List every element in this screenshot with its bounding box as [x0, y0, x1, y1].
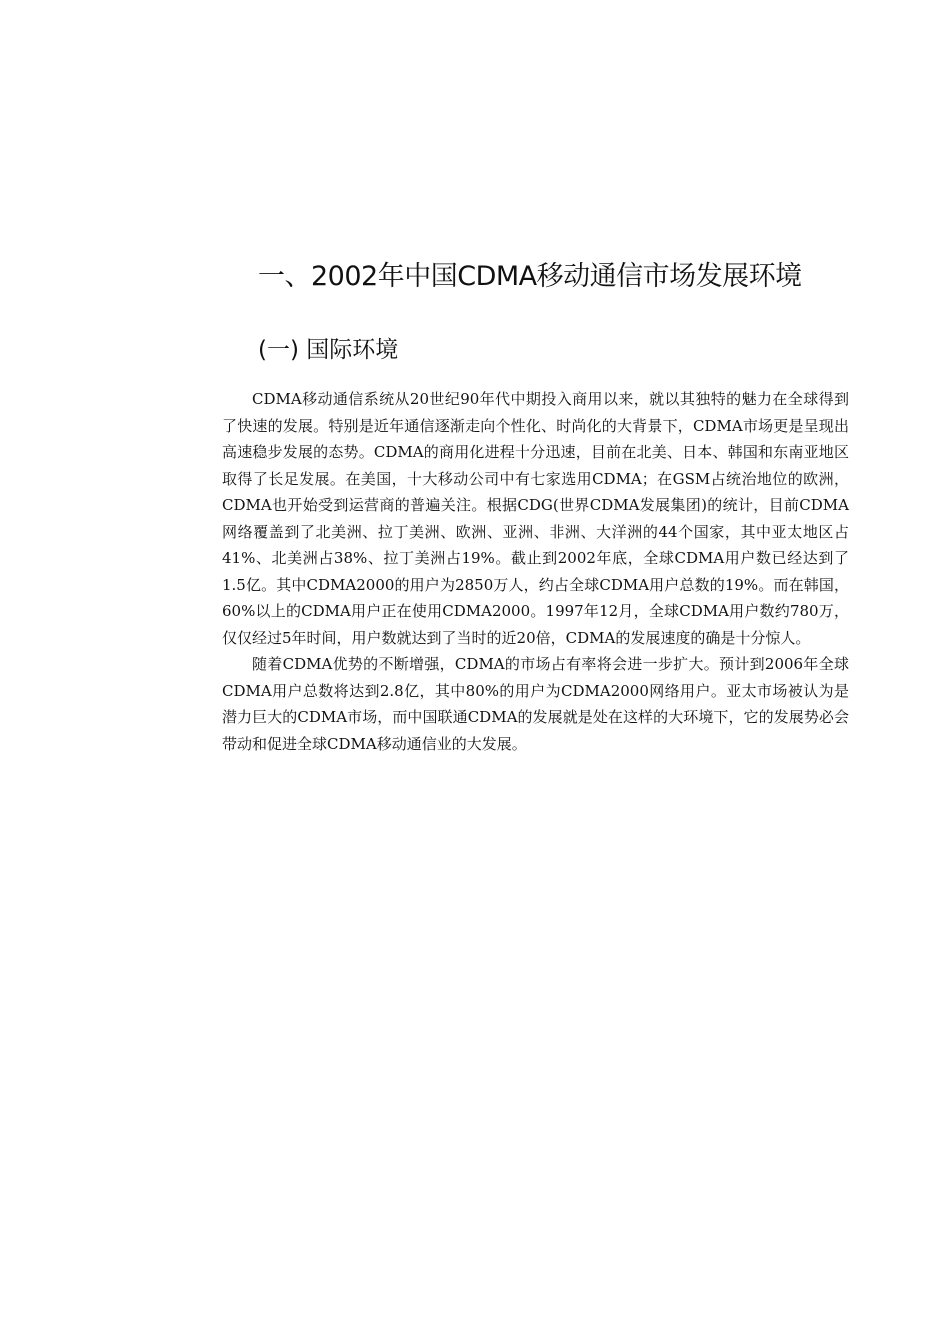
paragraph: CDMA移动通信系统从20世纪90年代中期投入商用以来，就以其独特的魅力在全球得到了快速的发展。特别是近年通信逐渐走向个性化、时尚化的大背景下，CDMA市场更是呈现出高速稳步发展的态势。CDMA的商用化进程十分迅速，目前在北美、日本、韩国和东南亚地区取得了长足发展。在美国，十大移动公司中有七家选用CDMA；在GSM占统治地位的欧洲，CDMA也开始受到运营商的普遍关注。根据CDG(世界CDMA发展集团)的统计，目前CDMA网络覆盖到了北美洲、拉丁美洲、欧洲、亚洲、非洲、大洋洲的44个国家，其中亚太地区占41%、北美洲占38%、拉丁美洲占19%。截止到2002年底，全球CDMA用户数已经达到了1.5亿。其中CDMA2000的用户为2850万人，约占全球CDMA用户总数的19%。而在韩国，60%以上的CDMA用户正在使用CDMA2000。1997年12月，全球CDMA用户数约780万，仅仅经过5年时间，用户数就达到了当时的近20倍，CDMA的发展速度的确是十分惊人。 [222, 390, 849, 647]
paragraph: 随着CDMA优势的不断增强，CDMA的市场占有率将会进一步扩大。预计到2006年全球CDMA用户总数将达到2.8亿，其中80%的用户为CDMA2000网络用户。亚太市场被认为是潜力巨大的CDMA市场，而中国联通CDMA的发展就是处在这样的大环境下，它的发展势必会带动和促进全球CDMA移动通信业的大发展。 [222, 655, 849, 753]
body-text [222, 386, 849, 757]
chapter-title: 一、2002年中国CDMA移动通信市场发展环境 [258, 261, 802, 292]
section-title: (一) 国际环境 [258, 337, 399, 363]
